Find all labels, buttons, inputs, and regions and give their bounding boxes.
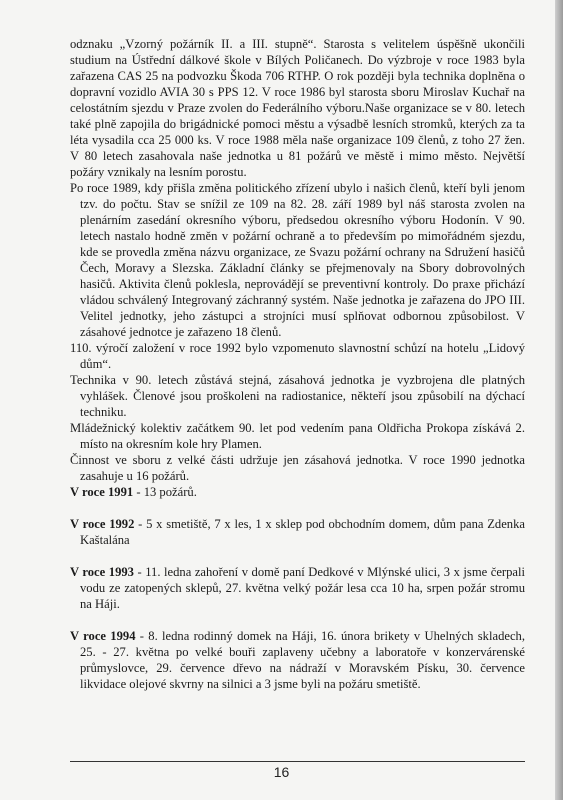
paragraph-5: Mládežnický kolektiv začátkem 90. let pod vedením pana Oldřicha Prokopa získává 2. místo na okresním kole hry Plamen.: [70, 421, 525, 451]
footer-divider: [70, 761, 525, 762]
year-entry-1993: [70, 564, 525, 612]
document-body: [70, 36, 525, 692]
year-text: - 11. ledna zahoření v domě paní Dedkové v Mlýnské ulici, 3 x jsme čerpali vodu ze zatopených sklepů, 27. května velký požár lesa cca 10 ha, srpen požár stromu na Háji.: [80, 565, 525, 611]
paragraph-6: Činnost ve sboru z velké části udržuje jen zásahová jednotka. V roce 1990 jednotka zasahuje u 16 požárů.: [70, 453, 525, 483]
year-text: - 13 požárů.: [133, 485, 197, 499]
page-number: 16: [273, 764, 290, 780]
year-label: V roce 1993: [70, 565, 134, 579]
year-text: - 5 x smetiště, 7 x les, 1 x sklep pod obchodním domem, dům pana Zdenka Kaštalána: [80, 517, 525, 547]
paragraph-4: Technika v 90. letech zůstává stejná, zásahová jednotka je vyzbrojena dle platných vyhlášek. Členové jsou proškoleni na radiostanice, někteří jsou způsobilí na dýchací techniku.: [70, 373, 525, 419]
paragraph-1: odznaku „Vzorný požárník II. a III. stupně“. Starosta s velitelem úspěšně ukončili studium na Ústřední dálkové škole v Bílých Poličanech. Do výzbroje v roce 1983 byla zařazena CAS 25 na podvozku Škoda 706 RTHP. O rok později byla technika doplněna o dopravní vozidlo AVIA 30 s PPS 12. V roce 1986 byl starosta sboru Miroslav Kuchař na celostátním sjezdu v Praze zvolen do Federálního výboru.Naše organizace se v 80. letech také plně zapojila do brigádnické pomoci městu a výsadbě lesních stromků, kterých za ta léta vysadila cca 25 000 ks. V roce 1988 měla naše organizace 109 členů, z toho 27 žen. V 80 letech zasahovala naše jednotka u 81 požárů ve městě i mimo město. Největší požáry vznikaly na lesním porostu.: [70, 37, 525, 179]
year-text: - 8. ledna rodinný domek na Háji, 16. února brikety v Uhelných skladech, 25. - 27. května po velké bouři zaplaveny učebny a laboratoře v konzervárenské průmyslovce, 29. července dřevo na nádraží v Moravském Písku, 30. července likvidace olejové skvrny na silnici a 3 jsme byli na požáru smetiště.: [80, 629, 525, 691]
year-entry-1991: [70, 484, 525, 500]
year-label: V roce 1994: [70, 629, 136, 643]
year-label: V roce 1991: [70, 485, 134, 499]
paragraph-3: 110. výročí založení v roce 1992 bylo vzpomenuto slavnostní schůzí na hotelu „Lidový dům“.: [70, 341, 525, 371]
year-entry-1994: [70, 628, 525, 692]
year-label: V roce 1992: [70, 517, 135, 531]
year-entry-1992: [70, 516, 525, 548]
paragraph-2: Po roce 1989, kdy přišla změna politického zřízení ubylo i našich členů, kteří byli jenom tzv. do počtu. Stav se snížil ze 109 na 82. 28. září 1989 byl náš starosta zvolen na plenárním zasedání okresního výboru, předsedou okresního výboru Hodonín. V 90. letech nastalo hodně změn v požární ochraně a to především po mimořádném sjezdu, kde se provedla změna názvu organizace, ze Svazu požární ochrany na Sdružení hasičů Čech, Moravy a Slezska. Základní články se přejmenovaly na Sbory dobrovolných hasičů. Aktivita členů poklesla, neprovádějí se preventivní kontroly. Do praxe přichází vládou schválený Integrovaný záchranný systém. Naše jednotka je zařazena do JPO III. Velitel jednotky, jeho zástupci a strojníci musí splňovat odbornou způsobilost. V zásahové jednotce je zařazeno 18 členů.: [70, 181, 525, 339]
page-edge-shadow: [555, 0, 563, 800]
